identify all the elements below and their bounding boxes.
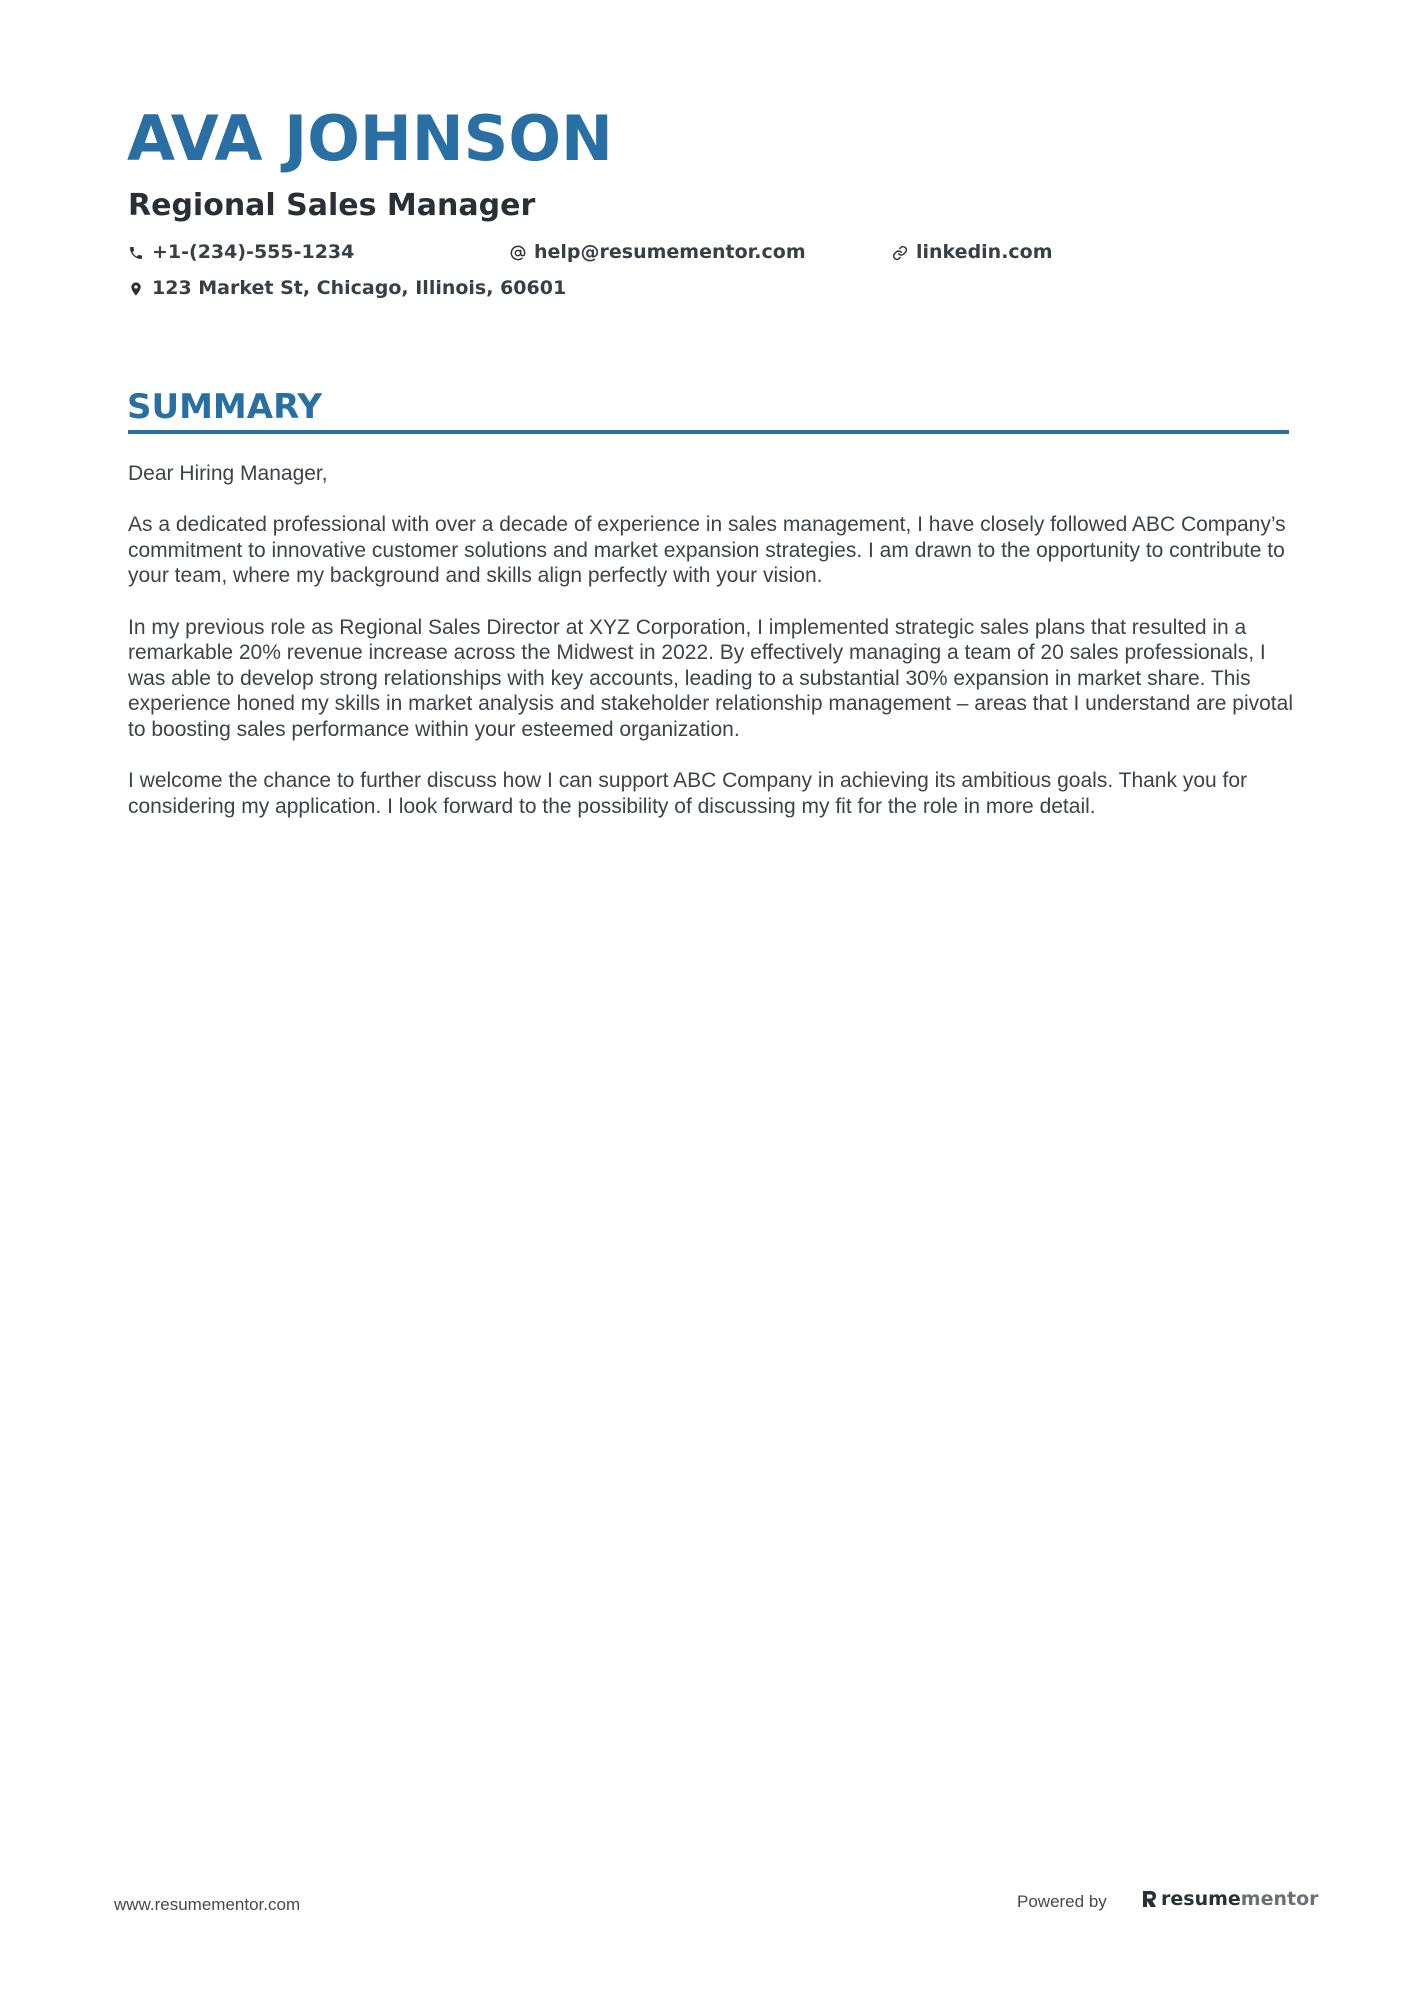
link-icon <box>892 245 908 261</box>
candidate-name: AVA JOHNSON <box>127 102 613 175</box>
email-contact <box>510 243 806 262</box>
footer-website[interactable]: www.resumementor.com <box>114 1895 301 1914</box>
cover-letter-body <box>128 461 1293 845</box>
powered-by-label: Powered by <box>1017 1892 1107 1911</box>
phone-icon <box>128 245 144 261</box>
brand-name-light: mentor <box>1240 1888 1319 1910</box>
brand-name-bold: resume <box>1161 1888 1241 1910</box>
linkedin-link[interactable]: linkedin.com <box>916 241 1053 263</box>
linkedin-contact <box>892 243 1053 262</box>
letter-paragraph: I welcome the chance to further discuss how I can support ABC Company in achieving its ambitious goals. Thank you for considering my application. I look forward to the possibility of discussing my fit for the role in more detail. <box>128 769 1248 818</box>
phone-contact <box>128 243 354 262</box>
section-divider <box>128 430 1289 434</box>
map-pin-icon <box>128 281 144 297</box>
brand-logo <box>1141 1888 1319 1910</box>
at-sign-icon <box>510 245 526 261</box>
street-address: 123 Market St, Chicago, Illinois, 60601 <box>152 277 567 299</box>
phone-number: +1-(234)-555-1234 <box>152 241 355 263</box>
letter-greeting: Dear Hiring Manager, <box>128 462 328 485</box>
summary-heading: SUMMARY <box>127 387 323 427</box>
letter-paragraph: As a dedicated professional with over a decade of experience in sales management, I have closely followed ABC Company’s commitment to innovative customer solutions and market expansion strategies. I am drawn to the opportunity to contribute to your team, where my background and skills align perfectly with your vision. <box>128 513 1286 588</box>
letter-paragraph: In my previous role as Regional Sales Director at XYZ Corporation, I implemented strategic sales plans that resulted in a remarkable 20% revenue increase across the Midwest in 2022. By effectively managing a team of 20 sales professionals, I was able to develop strong relationships with key accounts, leading to a substantial 30% expansion in market share. This experience honed my skills in market analysis and stakeholder relationship management – areas that I understand are pivotal to boosting sales performance within your esteemed organization. <box>128 615 1293 741</box>
address-contact <box>128 279 566 298</box>
email-address[interactable]: help@resumementor.com <box>534 241 806 263</box>
resumementor-logo-icon <box>1141 1889 1157 1909</box>
job-title: Regional Sales Manager <box>128 188 536 223</box>
